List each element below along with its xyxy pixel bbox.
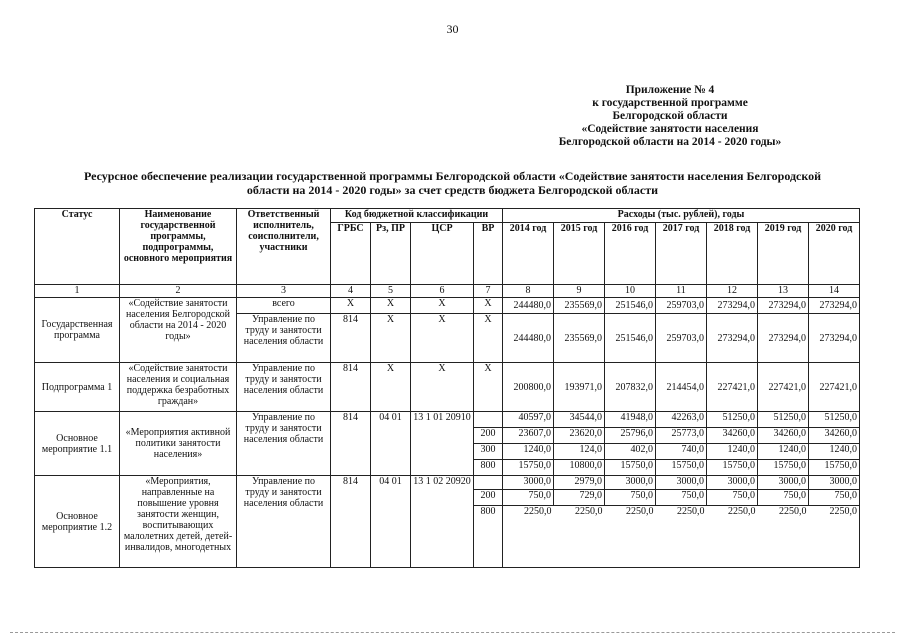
cell-value: 273294,0 (707, 314, 758, 363)
col-number: 3 (237, 285, 331, 298)
cell-value: 740,0 (656, 444, 707, 460)
cell-csr: 13 1 01 20910 (411, 412, 474, 476)
row-name: «Содействие занятости населения Белгородской области на 2014 - 2020 годы» (120, 298, 237, 363)
row-name-text: «Мероприятия, направленные на повышение уровня занятости женщин, воспитывающих малолетних детей, детей-инвалидов, многодетных (123, 476, 233, 553)
cell-value: 51250,0 (758, 412, 809, 428)
row-executor: Управление по труду и занятости населения области (237, 314, 331, 363)
cell-value: 51250,0 (707, 412, 758, 428)
row-executor: Управление по труду и занятости населения области (237, 412, 331, 476)
cell-value: 193971,0 (554, 363, 605, 412)
cell-csr: Х (411, 363, 474, 412)
cell-value: 3000,0 (707, 476, 758, 490)
row-name (120, 476, 237, 568)
cell-csr: Х (411, 298, 474, 314)
cell-value: 3000,0 (809, 476, 860, 490)
cell-value: 2250,0 (809, 506, 860, 568)
header-year: 2015 год (554, 223, 605, 285)
cell-vr: Х (474, 298, 503, 314)
cell-value: 227421,0 (758, 363, 809, 412)
cell-vr: 800 (474, 506, 503, 568)
cell-value: 34260,0 (758, 428, 809, 444)
header-year: 2017 год (656, 223, 707, 285)
col-number: 5 (371, 285, 411, 298)
cell-vr: 200 (474, 490, 503, 506)
cell-value: 1240,0 (503, 444, 554, 460)
col-number: 14 (809, 285, 860, 298)
row-name: «Содействие занятости населения и социальная поддержка безработных граждан» (120, 363, 237, 412)
cell-vr (474, 476, 503, 490)
cell-rzpr: 04 01 (371, 412, 411, 476)
cell-value: 750,0 (656, 490, 707, 506)
header-budget-code: Код бюджетной классификации (331, 209, 503, 223)
cell-csr: Х (411, 314, 474, 363)
cell-value: 259703,0 (656, 298, 707, 314)
cell-value: 235569,0 (554, 298, 605, 314)
cell-value: 15750,0 (656, 460, 707, 476)
cell-value: 402,0 (605, 444, 656, 460)
cell-grbs: 814 (331, 363, 371, 412)
row-status: Основное мероприятие 1.1 (35, 412, 120, 476)
page-number: 30 (446, 22, 459, 36)
cell-rzpr: Х (371, 363, 411, 412)
cell-value: 259703,0 (656, 314, 707, 363)
cell-value: 273294,0 (758, 314, 809, 363)
table-row (35, 363, 860, 412)
cell-vr (474, 412, 503, 428)
cell-value: 3000,0 (758, 476, 809, 490)
cell-rzpr: Х (371, 314, 411, 363)
cell-value: 750,0 (605, 490, 656, 506)
appendix-line: к государственной программе (592, 97, 748, 109)
header-year: 2014 год (503, 223, 554, 285)
cell-value: 2250,0 (503, 506, 554, 568)
cell-value: 214454,0 (656, 363, 707, 412)
header-row-1 (35, 209, 860, 223)
cell-value: 42263,0 (656, 412, 707, 428)
header-year: 2016 год (605, 223, 656, 285)
cell-value: 251546,0 (605, 298, 656, 314)
cell-value: 23607,0 (503, 428, 554, 444)
header-csr: ЦСР (411, 223, 474, 285)
row-status: Основное мероприятие 1.2 (35, 476, 120, 568)
table-row (35, 298, 860, 314)
header-vr: ВР (474, 223, 503, 285)
cell-value: 2250,0 (554, 506, 605, 568)
cell-value: 34260,0 (809, 428, 860, 444)
col-number: 9 (554, 285, 605, 298)
cell-value: 244480,0 (503, 298, 554, 314)
col-number: 6 (411, 285, 474, 298)
row-status: Подпрограмма 1 (35, 363, 120, 412)
cell-grbs: 814 (331, 314, 371, 363)
cell-value: 25773,0 (656, 428, 707, 444)
cell-value: 227421,0 (809, 363, 860, 412)
resource-table (34, 208, 860, 568)
cell-value: 1240,0 (707, 444, 758, 460)
cell-value: 244480,0 (503, 314, 554, 363)
header-year: 2019 год (758, 223, 809, 285)
cell-value: 273294,0 (707, 298, 758, 314)
cell-value: 34260,0 (707, 428, 758, 444)
table-row (35, 412, 860, 428)
cell-value: 1240,0 (809, 444, 860, 460)
header-year: 2018 год (707, 223, 758, 285)
appendix-line: Белгородской области на 2014 - 2020 годы» (558, 136, 782, 148)
cell-rzpr: 04 01 (371, 476, 411, 568)
cell-value: 10800,0 (554, 460, 605, 476)
row-status: Государственная программа (35, 298, 120, 363)
header-name: Наименование государственной программы, подпрограммы, основного мероприятия (120, 209, 237, 285)
row-executor: Управление по труду и занятости населения области (237, 476, 331, 568)
col-number: 2 (120, 285, 237, 298)
cell-value: 2250,0 (707, 506, 758, 568)
col-number: 7 (474, 285, 503, 298)
page-bottom-rule (10, 632, 895, 633)
col-number: 13 (758, 285, 809, 298)
cell-value: 15750,0 (503, 460, 554, 476)
cell-value: 207832,0 (605, 363, 656, 412)
col-number: 12 (707, 285, 758, 298)
cell-value: 15750,0 (605, 460, 656, 476)
col-number: 11 (656, 285, 707, 298)
cell-value: 40597,0 (503, 412, 554, 428)
header-executor: Ответственный исполнитель, соисполнители, участники (237, 209, 331, 285)
header-expenses: Расходы (тыс. рублей), годы (503, 209, 860, 223)
cell-value: 2250,0 (605, 506, 656, 568)
cell-value: 41948,0 (605, 412, 656, 428)
cell-grbs: 814 (331, 412, 371, 476)
cell-grbs: Х (331, 298, 371, 314)
cell-value: 15750,0 (809, 460, 860, 476)
cell-value: 2250,0 (758, 506, 809, 568)
cell-value: 750,0 (503, 490, 554, 506)
cell-value: 51250,0 (809, 412, 860, 428)
cell-value: 3000,0 (656, 476, 707, 490)
header-rzpr: Рз, ПР (371, 223, 411, 285)
cell-value: 23620,0 (554, 428, 605, 444)
cell-value: 750,0 (758, 490, 809, 506)
cell-grbs: 814 (331, 476, 371, 568)
cell-value: 750,0 (707, 490, 758, 506)
col-number: 1 (35, 285, 120, 298)
cell-value: 1240,0 (758, 444, 809, 460)
header-status: Статус (35, 209, 120, 285)
header-year: 2020 год (809, 223, 860, 285)
cell-vr: Х (474, 363, 503, 412)
cell-value: 124,0 (554, 444, 605, 460)
table-row (35, 476, 860, 490)
cell-value: 273294,0 (758, 298, 809, 314)
cell-value: 3000,0 (605, 476, 656, 490)
cell-value: 34544,0 (554, 412, 605, 428)
cell-csr: 13 1 02 20920 (411, 476, 474, 568)
heading-line-1: Ресурсное обеспечение реализации государственной программы Белгородской области «Содействие занятости населения Белгородской (83, 169, 822, 183)
cell-value: 750,0 (809, 490, 860, 506)
cell-value: 25796,0 (605, 428, 656, 444)
cell-vr: Х (474, 314, 503, 363)
column-number-row (35, 285, 860, 298)
cell-value: 3000,0 (503, 476, 554, 490)
col-number: 4 (331, 285, 371, 298)
cell-value: 273294,0 (809, 298, 860, 314)
cell-value: 200800,0 (503, 363, 554, 412)
appendix-block (520, 84, 820, 149)
cell-vr: 300 (474, 444, 503, 460)
cell-value: 251546,0 (605, 314, 656, 363)
cell-value: 15750,0 (758, 460, 809, 476)
appendix-line: Приложение № 4 (625, 84, 715, 96)
appendix-line: Белгородской области (612, 110, 728, 122)
cell-value: 2250,0 (656, 506, 707, 568)
cell-value: 729,0 (554, 490, 605, 506)
cell-value: 15750,0 (707, 460, 758, 476)
cell-value: 2979,0 (554, 476, 605, 490)
cell-value: 227421,0 (707, 363, 758, 412)
cell-vr: 200 (474, 428, 503, 444)
row-executor: Управление по труду и занятости населения области (237, 363, 331, 412)
col-number: 10 (605, 285, 656, 298)
heading-line-2: области на 2014 - 2020 годы» за счет средств бюджета Белгородской области (246, 183, 659, 197)
row-executor: всего (237, 298, 331, 314)
col-number: 8 (503, 285, 554, 298)
row-name: «Мероприятия активной политики занятости населения» (120, 412, 237, 476)
cell-value: 273294,0 (809, 314, 860, 363)
cell-value: 235569,0 (554, 314, 605, 363)
resource-table-wrap (34, 208, 860, 568)
document-heading (30, 169, 875, 197)
header-grbs: ГРБС (331, 223, 371, 285)
cell-rzpr: Х (371, 298, 411, 314)
appendix-line: «Содействие занятости населения (581, 123, 759, 135)
cell-vr: 800 (474, 460, 503, 476)
